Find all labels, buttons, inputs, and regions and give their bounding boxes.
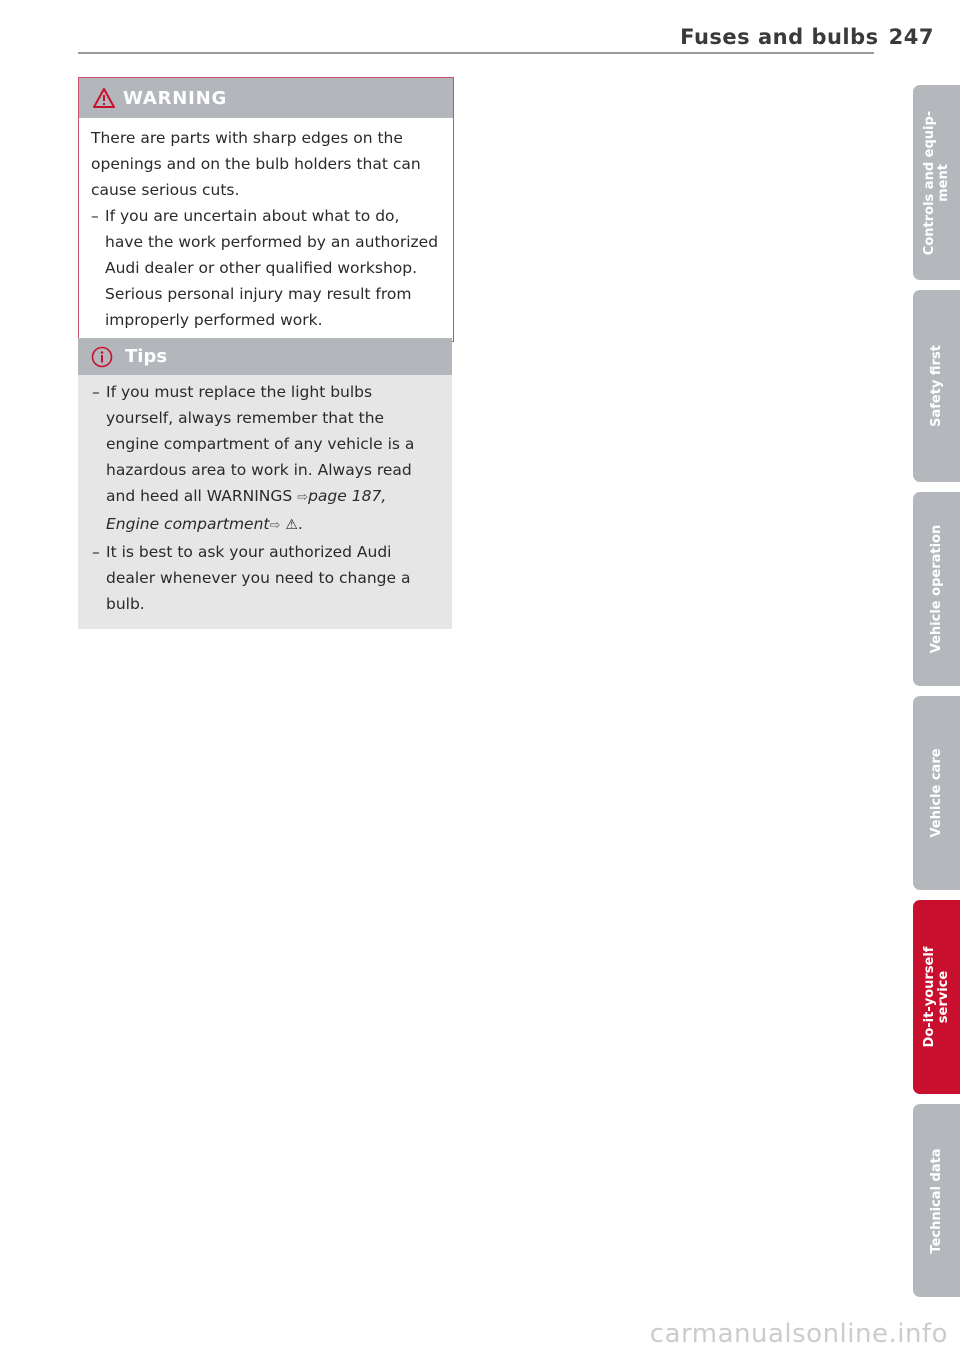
tips-body — [78, 375, 452, 629]
warning-triangle-icon — [93, 88, 115, 108]
tab-technical-data[interactable]: Technical data — [913, 1104, 960, 1297]
page-number: 247 — [888, 25, 934, 49]
warning-list-item: – If you are uncertain about what to do, have the work performed by an authorized Audi dealer or other qualified workshop. Serious personal injury may result from improperly performed work. — [91, 203, 441, 333]
warning-ref-icon: ⚠ — [285, 517, 298, 533]
tips-heading: Tips — [125, 346, 168, 367]
arrow-ref-icon: ⇨ — [269, 518, 281, 533]
tips-item-1-end: . — [297, 515, 303, 533]
tab-safety-first[interactable]: Safety first — [913, 290, 960, 482]
warning-box — [78, 77, 454, 342]
arrow-ref-icon: ⇨ — [297, 490, 309, 505]
tab-do-it-yourself-service[interactable]: Do-it-yourself service — [913, 900, 960, 1094]
tips-box — [78, 338, 452, 629]
warning-heading: WARNING — [123, 87, 228, 109]
tab-controls-and-equipment[interactable]: Controls and equip- ment — [913, 85, 960, 280]
tab-vehicle-care[interactable]: Vehicle care — [913, 696, 960, 890]
tips-header — [78, 338, 452, 375]
page-reference-link[interactable]: page 187, Engine compartment — [106, 487, 387, 533]
section-title: Fuses and bulbs — [680, 25, 879, 49]
header-rule — [78, 52, 874, 54]
warning-intro: There are parts with sharp edges on the openings and on the bulb holders that can cause serious cuts. — [91, 129, 421, 199]
tips-list-item-2: – It is best to ask your authorized Audi dealer whenever you need to change a bulb. — [92, 539, 438, 617]
page-header — [680, 25, 934, 49]
tips-list-item-1 — [92, 379, 438, 539]
tips-item-1-text: If you must replace the light bulbs yourself, always remember that the engine compartment of any vehicle is a hazardous area to work in. Always read and heed all WARNINGS — [106, 383, 415, 505]
warning-header — [79, 78, 453, 118]
warning-body — [79, 118, 453, 341]
tab-vehicle-operation[interactable]: Vehicle operation — [913, 492, 960, 686]
info-icon — [91, 346, 113, 368]
watermark: carmanualsonline.info — [649, 1319, 948, 1349]
